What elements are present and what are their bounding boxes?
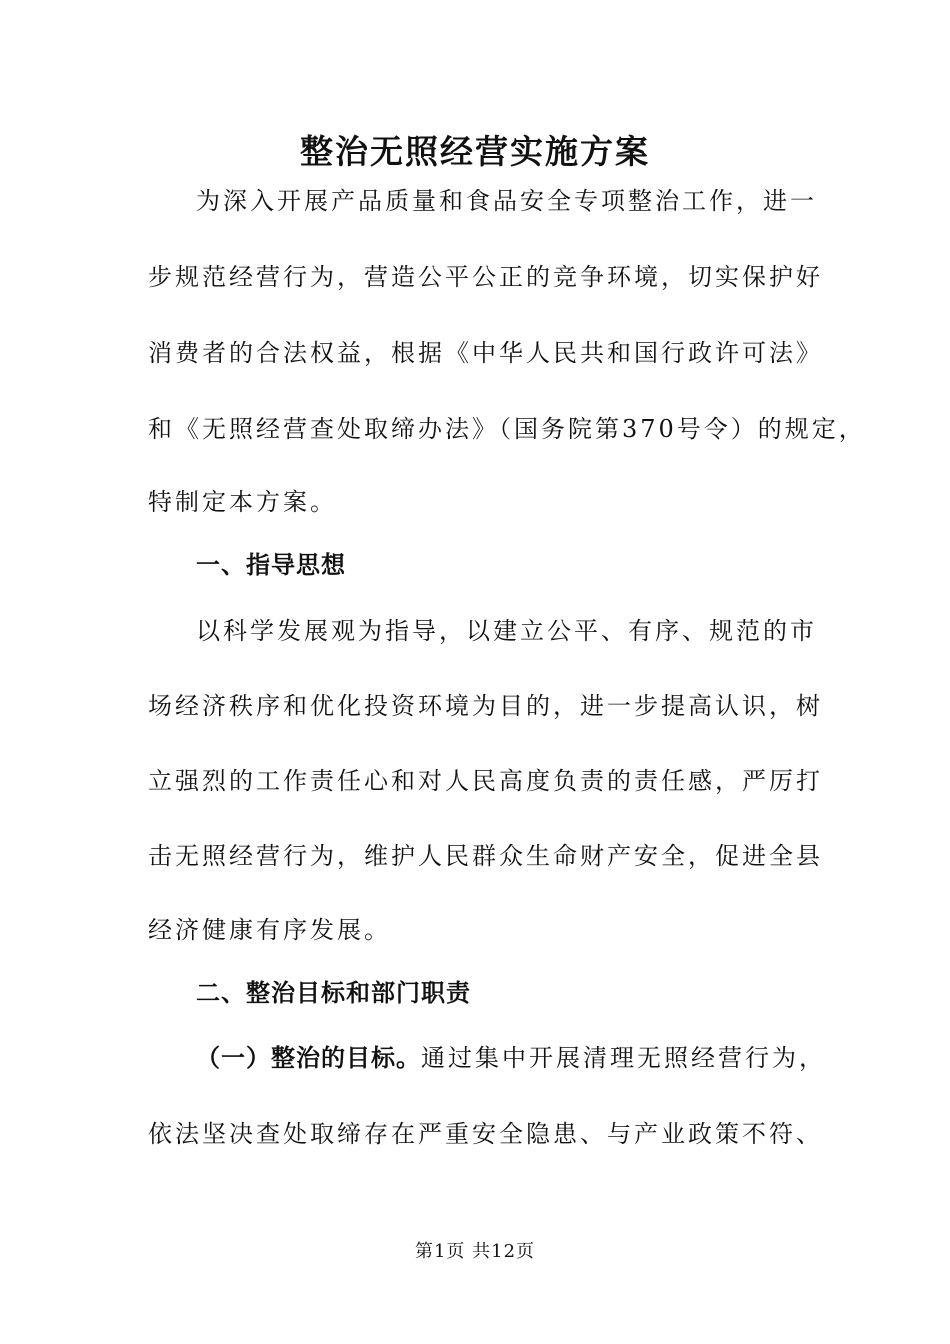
paragraph-line: 特制定本方案。: [148, 488, 337, 516]
paragraph-line: 击无照经营行为，维护人民群众生命财产安全，促进全县: [148, 842, 823, 870]
document-title: 整治无照经营实施方案: [300, 132, 650, 171]
paragraph-line: 消费者的合法权益，根据《中华人民共和国行政许可法》: [148, 339, 823, 367]
subsection-text: 通过集中开展清理无照经营行为，: [421, 1044, 826, 1072]
page-number-footer: 第1页 共12页: [414, 1241, 536, 1262]
subsection-label: （一）整治的目标。: [196, 1044, 421, 1072]
paragraph-line: 为深入开展产品质量和食品安全专项整治工作，进一: [196, 187, 817, 215]
paragraph-line: 步规范经营行为，营造公平公正的竞争环境，切实保护好: [148, 263, 823, 291]
section-heading: 二、整治目标和部门职责: [196, 979, 471, 1007]
paragraph-line: 依法坚决查处取缔存在严重安全隐患、与产业政策不符、: [148, 1120, 823, 1148]
paragraph-line: 以科学发展观为指导，以建立公平、有序、规范的市: [196, 617, 817, 645]
subsection-line: [196, 1038, 826, 1078]
paragraph-line: 场经济秩序和优化投资环境为目的，进一步提高认识，树: [148, 692, 823, 720]
section-heading: 一、指导思想: [196, 551, 346, 579]
paragraph-line: 和《无照经营查处取缔办法》（国务院第370号令）的规定，: [148, 415, 866, 443]
paragraph-line: 立强烈的工作责任心和对人民高度负责的责任感，严厉打: [148, 767, 823, 795]
paragraph-line: 经济健康有序发展。: [148, 916, 391, 944]
